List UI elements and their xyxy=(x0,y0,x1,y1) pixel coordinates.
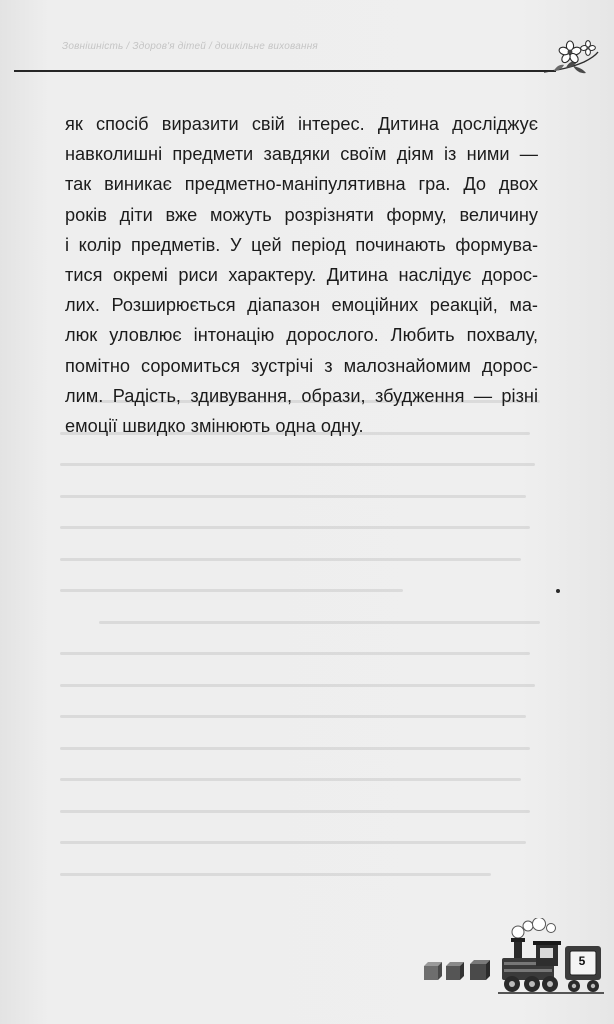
text-line: років діти вже можуть розрізняти форму, величину xyxy=(65,204,538,225)
flower-sprig-icon xyxy=(540,40,600,84)
text-line: лих. Розширюється діапазон емоційних реакцій, ма- xyxy=(65,295,538,316)
text-line: люк уловлює інтонацію дорослого. Любить похвалу, xyxy=(65,325,538,346)
show-through-text xyxy=(60,400,550,900)
text-line: тися окремі риси характеру. Дитина наслідує дорос- xyxy=(65,265,538,286)
ink-speck xyxy=(556,589,560,593)
text-line: помітно соромиться зустрічі з малознайомим дорос- xyxy=(65,355,538,376)
text-line: емоції швидко змінюють одна одну. xyxy=(65,416,364,437)
running-head: Зовнішність / Здоров'я дітей / дошкільне виховання xyxy=(62,41,318,52)
page-number: 5 xyxy=(578,954,586,968)
body-paragraph xyxy=(65,109,538,441)
text-line: і колір предметів. У цей період починають формува- xyxy=(65,234,538,255)
text-line: навколишні предмети завдяки своїм діям із ними — xyxy=(65,144,538,165)
text-line: лим. Радість, здивування, образи, збудження — різні xyxy=(65,385,538,406)
text-line: так виникає предметно-маніпулятивна гра. До двох xyxy=(65,174,538,195)
header-rule xyxy=(14,70,556,72)
text-line: як спосіб виразити свій інтерес. Дитина досліджує xyxy=(65,114,538,134)
